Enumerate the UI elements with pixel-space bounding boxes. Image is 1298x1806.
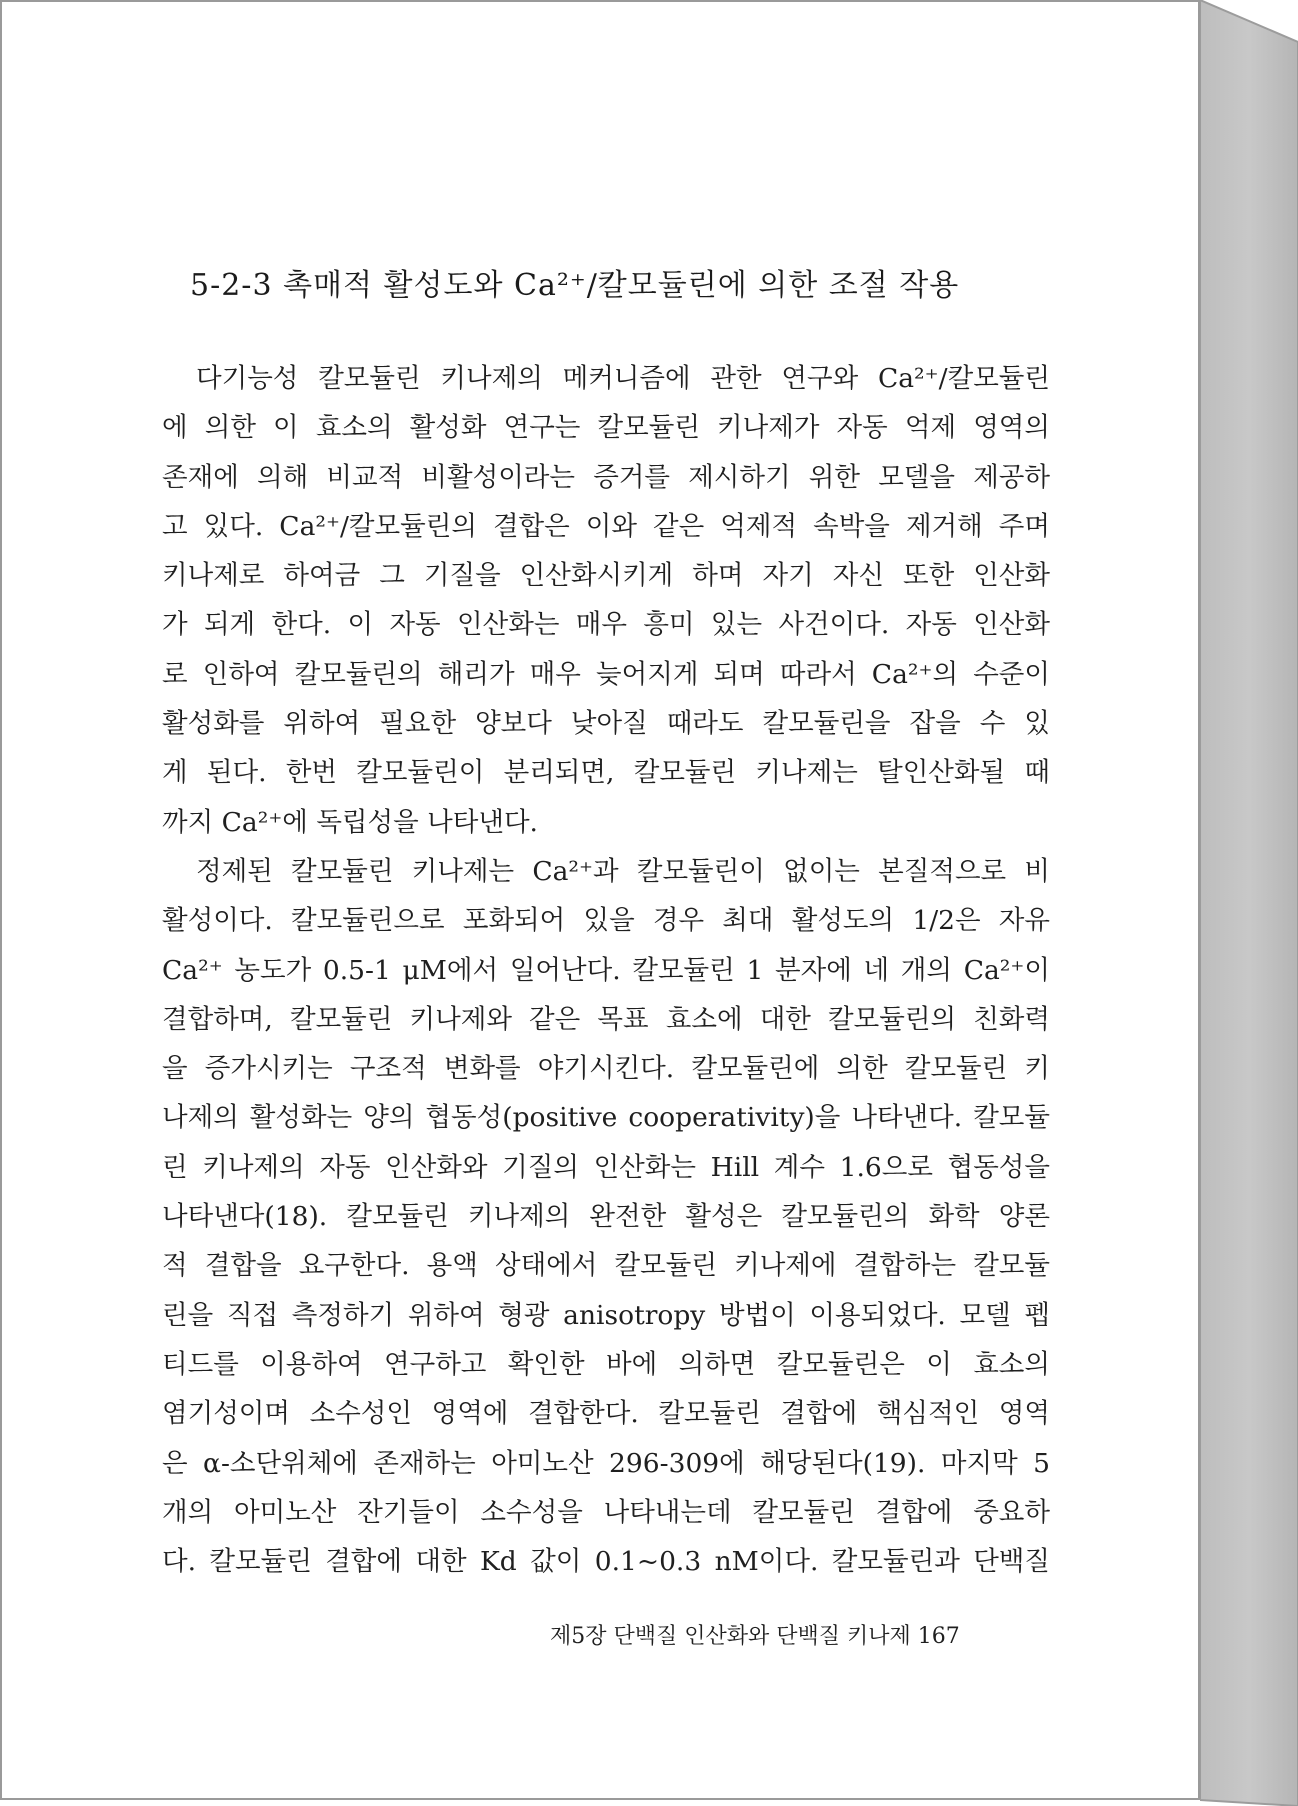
text-line: 가 되게 한다. 이 자동 인산화는 매우 흥미 있는 사건이다. 자동 인산화 [162,609,1050,641]
text-line: 다기능성 칼모듈린 키나제의 메커니즘에 관한 연구와 Ca²⁺/칼모듈린 [196,363,1050,394]
text-line: 나제의 활성화는 양의 협동성(positive cooperativity)을 나타낸다. 칼모듈 [162,1102,1050,1134]
text-line: 결합하며, 칼모듈린 키나제와 같은 목표 효소에 대한 칼모듈린의 친화력 [162,1003,1050,1035]
text-line: 활성이다. 칼모듈린으로 포화되어 있을 경우 최대 활성도의 1/2은 자유 [162,905,1050,937]
text-line: Ca²⁺ 농도가 0.5-1 μM에서 일어난다. 칼모듈린 1 분자에 네 개의 Ca²⁺이 [162,954,1050,986]
text-line: 고 있다. Ca²⁺/칼모듈린의 결합은 이와 같은 억제적 속박을 제거해 주며 [162,510,1050,542]
text-line: 게 된다. 한번 칼모듈린이 분리되면, 칼모듈린 키나제는 탈인산화될 때 [162,757,1050,789]
text-line: 까지 Ca²⁺에 독립성을 나타낸다. [162,806,538,838]
text-line: 다. 칼모듈린 결합에 대한 Kd 값이 0.1~0.3 nM이다. 칼모듈린과 단백질 [162,1546,1050,1578]
text-line: 을 증가시키는 구조적 변화를 야기시킨다. 칼모듈린에 의한 칼모듈린 키 [162,1053,1050,1085]
text-line: 은 α-소단위체에 존재하는 아미노산 296-309에 해당된다(19). 마지막 5 [162,1447,1050,1479]
text-line: 티드를 이용하여 연구하고 확인한 바에 의하면 칼모듈린은 이 효소의 [162,1348,1050,1380]
text-line: 정제된 칼모듈린 키나제는 Ca²⁺과 칼모듈린이 없이는 본질적으로 비 [196,855,1050,887]
text-line: 적 결합을 요구한다. 용액 상태에서 칼모듈린 키나제에 결합하는 칼모듈 [162,1250,1050,1282]
book-spine-edge [1200,0,1298,1806]
text-line: 개의 아미노산 잔기들이 소수성을 나타내는데 칼모듈린 결합에 중요하 [162,1496,1050,1528]
body-text [162,354,1050,1586]
text-line: 염기성이며 소수성인 영역에 결합한다. 칼모듈린 결합에 핵심적인 영역 [162,1398,1050,1430]
text-line: 활성화를 위하여 필요한 양보다 낮아질 때라도 칼모듈린을 잡을 수 있 [162,708,1050,740]
section-title: 5-2-3 촉매적 활성도와 Ca²⁺/칼모듈린에 의한 조절 작용 [190,268,960,303]
text-line: 린 키나제의 자동 인산화와 기질의 인산화는 Hill 계수 1.6으로 협동성을 [162,1151,1050,1183]
text-line: 존재에 의해 비교적 비활성이라는 증거를 제시하기 위한 모델을 제공하 [162,461,1050,493]
page-footer: 제5장 단백질 인산화와 단백질 키나제 167 [550,1624,960,1649]
text-line: 로 인하여 칼모듈린의 해리가 매우 늦어지게 되며 따라서 Ca²⁺의 수준이 [162,658,1050,690]
text-line: 린을 직접 측정하기 위하여 형광 anisotropy 방법이 이용되었다. 모델 펩 [162,1299,1050,1331]
text-line: 에 의한 이 효소의 활성화 연구는 칼모듈린 키나제가 자동 억제 영역의 [162,412,1050,444]
text-line: 나타낸다(18). 칼모듈린 키나제의 완전한 활성은 칼모듈린의 화학 양론 [162,1201,1050,1233]
text-line: 키나제로 하여금 그 기질을 인산화시키게 하며 자기 자신 또한 인산화 [162,560,1050,592]
